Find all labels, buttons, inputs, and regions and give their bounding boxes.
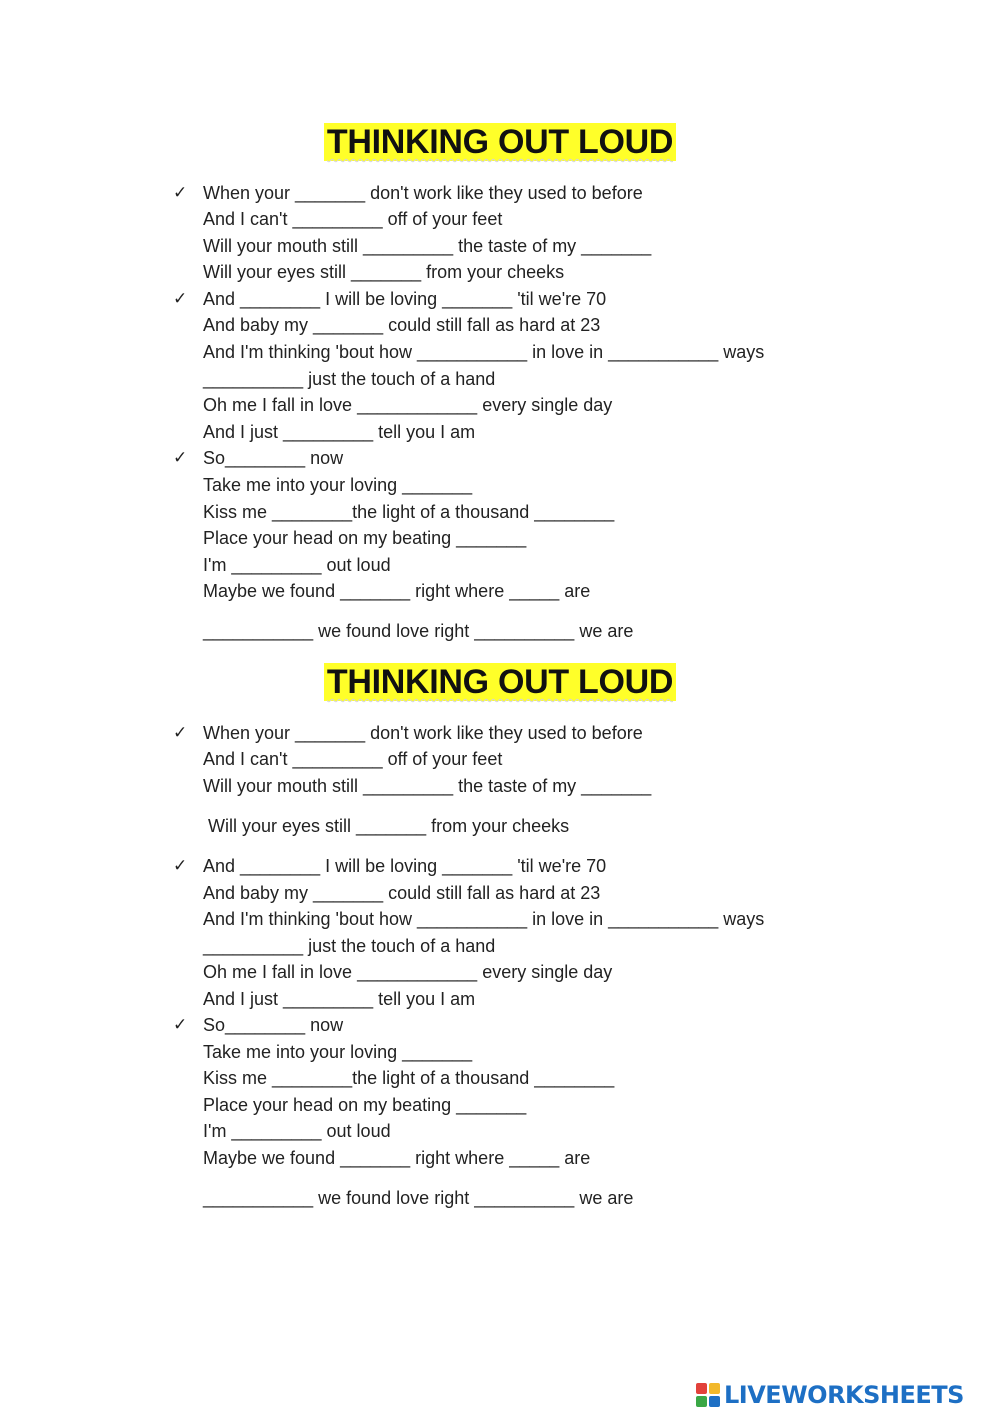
lyric-line: And I just _________ tell you I am [203,989,476,1009]
lyric-line: Take me into your loving _______ [203,1042,473,1062]
lyric-line: And I can't _________ off of your feet [203,749,503,769]
title-text: THINKING OUT LOUD [324,123,676,161]
lyric-line: Place your head on my beating _______ [203,1095,527,1115]
logo-text: LIVEWORKSHEETS [724,1381,964,1409]
lyric-line: And I can't _________ off of your feet [203,209,503,229]
lyric-line: When your _______ don't work like they used to before [203,183,643,203]
lyric-line: And I'm thinking 'bout how ___________ in love in ___________ ways [203,342,765,362]
lyric-line: I'm _________ out loud [203,1121,391,1141]
liveworksheets-logo-icon [696,1383,720,1407]
liveworksheets-logo[interactable] [696,1378,964,1412]
lyric-line: Oh me I fall in love ____________ every single day [203,962,613,982]
lyric-line: Will your eyes still _______ from your cheeks [203,262,565,282]
lyric-line: Kiss me ________the light of a thousand ________ [203,502,615,522]
lyric-line: I'm _________ out loud [203,555,391,575]
lyric-line: And I'm thinking 'bout how ___________ in love in ___________ ways [203,909,765,929]
lyric-line: __________ just the touch of a hand [203,936,496,956]
lyric-line: And I just _________ tell you I am [203,422,476,442]
checkmark-icon: ✓ [173,448,188,468]
lyric-line: And ________ I will be loving _______ 'til we're 70 [203,856,607,876]
worksheet-title [0,122,1000,162]
checkmark-icon: ✓ [173,1015,188,1035]
lyric-line: And ________ I will be loving _______ 'til we're 70 [203,289,607,309]
checkmark-icon: ✓ [173,183,188,203]
lyric-line: ___________ we found love right __________ we are [203,621,634,641]
lyric-line: Will your mouth still _________ the taste of my _______ [203,236,652,256]
checkmark-icon: ✓ [173,723,188,743]
lyric-line: Will your mouth still _________ the taste of my _______ [203,776,652,796]
lyric-line: Kiss me ________the light of a thousand ________ [203,1068,615,1088]
lyric-line: So________ now [203,1015,344,1035]
lyric-line: Oh me I fall in love ____________ every single day [203,395,613,415]
lyric-line: And baby my _______ could still fall as hard at 23 [203,315,601,335]
lyric-line: So________ now [203,448,344,468]
lyric-line: And baby my _______ could still fall as hard at 23 [203,883,601,903]
lyric-line: When your _______ don't work like they used to before [203,723,643,743]
lyric-line: ___________ we found love right __________ we are [203,1188,634,1208]
lyric-line: Place your head on my beating _______ [203,528,527,548]
lyric-line: Will your eyes still _______ from your cheeks [203,816,570,836]
checkmark-icon: ✓ [173,856,188,876]
lyric-line: Take me into your loving _______ [203,475,473,495]
lyric-line: __________ just the touch of a hand [203,369,496,389]
lyric-line: Maybe we found _______ right where _____ are [203,581,591,601]
worksheet-title [0,662,1000,702]
title-text: THINKING OUT LOUD [324,663,676,701]
checkmark-icon: ✓ [173,289,188,309]
lyric-line: Maybe we found _______ right where _____ are [203,1148,591,1168]
